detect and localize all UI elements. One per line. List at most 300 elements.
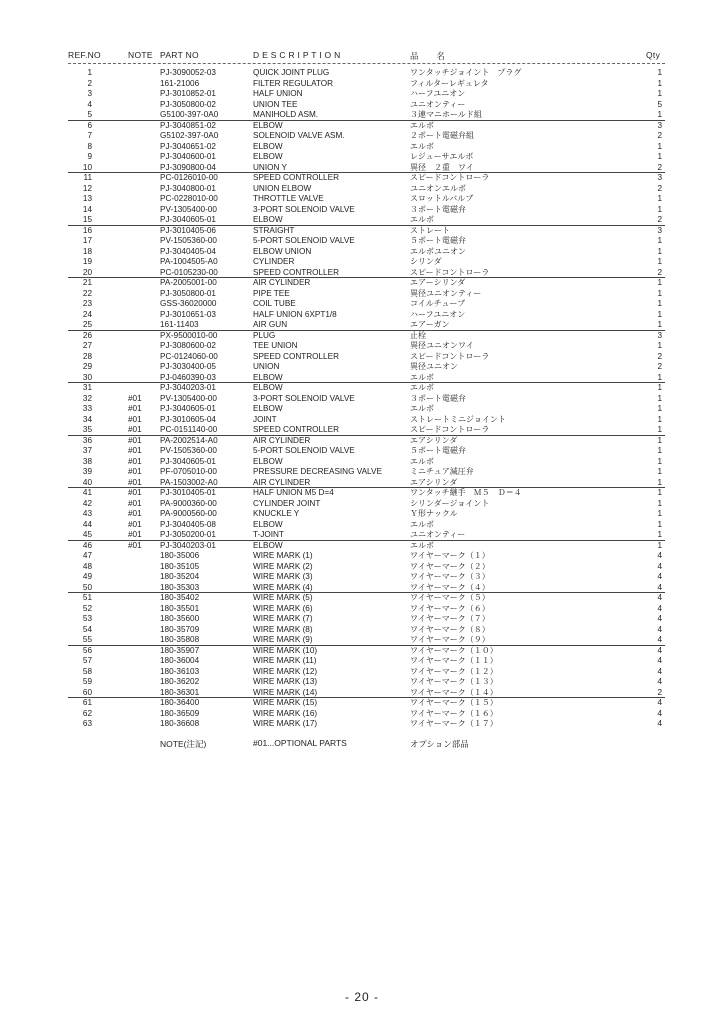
cell-ref: 62 <box>82 708 92 718</box>
cell-note: #01 <box>128 446 142 455</box>
cell-ref: 25 <box>82 320 92 329</box>
cell-ref: 41 <box>82 488 92 497</box>
cell-desc: FILTER REGULATOR <box>253 78 334 88</box>
cell-ref: 56 <box>82 645 92 655</box>
cell-part: PJ-3040203-01 <box>160 383 216 392</box>
cell-desc: WIRE MARK (5) <box>253 593 313 602</box>
cell-part: PJ-3040203-01 <box>160 540 216 550</box>
cell-jp: ワイヤーマーク（１） <box>410 551 490 560</box>
cell-ref: 17 <box>82 236 92 245</box>
cell-desc: HALF UNION M5 D=4 <box>253 488 334 497</box>
cell-part: G5102-397-0A0 <box>160 131 219 140</box>
cell-part: 180-35402 <box>160 593 200 602</box>
cell-jp: スピードコントローラ <box>410 425 490 434</box>
cell-jp: 異径ユニオンワイ <box>410 341 474 350</box>
cell-part: 180-36202 <box>160 677 200 686</box>
cell-jp: ワイヤーマーク（１７） <box>410 719 498 728</box>
cell-qty: 4 <box>657 582 662 592</box>
cell-ref: 9 <box>87 152 92 161</box>
cell-desc: WIRE MARK (3) <box>253 572 313 581</box>
cell-qty: 4 <box>657 572 662 581</box>
table-row <box>0 352 724 363</box>
cell-ref: 35 <box>82 425 92 434</box>
cell-desc: ELBOW <box>253 383 283 392</box>
cell-ref: 52 <box>82 603 92 613</box>
cell-qty: 2 <box>657 351 662 361</box>
cell-desc: 3-PORT SOLENOID VALVE <box>253 204 355 214</box>
cell-qty: 1 <box>657 498 662 508</box>
cell-jp: フィルターレギュレタ <box>410 78 489 88</box>
cell-part: PJ-3040600-01 <box>160 152 216 161</box>
cell-part: PJ-3040605-01 <box>160 215 216 224</box>
table-row <box>0 499 724 510</box>
table-row <box>0 68 724 79</box>
cell-ref: 12 <box>82 183 92 193</box>
cell-ref: 13 <box>82 194 92 203</box>
cell-ref: 34 <box>82 414 92 424</box>
cell-part: 180-36004 <box>160 656 200 665</box>
table-row <box>0 299 724 310</box>
cell-desc: ELBOW <box>253 456 283 466</box>
cell-qty: 1 <box>657 299 662 308</box>
cell-part: PA-2002514-A0 <box>160 435 218 445</box>
cell-part: PJ-3050800-02 <box>160 99 216 109</box>
cell-qty: 2 <box>657 687 662 697</box>
table-header <box>0 50 724 62</box>
table-row <box>0 646 724 657</box>
cell-qty: 3 <box>657 120 662 130</box>
table-row <box>0 100 724 111</box>
table-row <box>0 562 724 573</box>
cell-jp: Ｙ形ナックル <box>410 509 458 518</box>
cell-ref: 33 <box>82 404 92 413</box>
cell-qty: 4 <box>657 666 662 676</box>
cell-desc: SPEED CONTROLLER <box>253 173 339 182</box>
cell-desc: THROTTLE VALVE <box>253 194 324 203</box>
cell-ref: 43 <box>82 509 92 518</box>
cell-desc: HALF UNION 6XPT1/8 <box>253 309 337 319</box>
table-row <box>0 205 724 216</box>
cell-part: PJ-3080600-02 <box>160 341 216 350</box>
cell-jp: ワンタッチジョイント プラグ <box>410 68 522 77</box>
cell-part: PJ-3040605-01 <box>160 404 216 413</box>
cell-ref: 21 <box>82 278 92 287</box>
table-row <box>0 541 724 552</box>
cell-part: 180-35907 <box>160 645 200 655</box>
table-row <box>0 173 724 184</box>
table-row <box>0 394 724 405</box>
cell-jp: ワイヤーマーク（８） <box>410 624 490 634</box>
cell-qty: 1 <box>657 456 662 466</box>
table-row <box>0 677 724 688</box>
cell-jp: ユニオンティー <box>410 99 466 109</box>
cell-desc: UNION TEE <box>253 99 298 109</box>
cell-qty: 2 <box>657 131 662 140</box>
table-row <box>0 383 724 394</box>
cell-note: #01 <box>128 488 142 497</box>
cell-jp: ストレート <box>410 225 450 235</box>
cell-jp: ユニオンエルボ <box>410 183 466 193</box>
cell-jp: ストレートミニジョイント <box>410 414 506 424</box>
cell-jp: エルボ <box>410 372 434 382</box>
cell-qty: 1 <box>657 236 662 245</box>
cell-part: PC-0151140-00 <box>160 425 218 434</box>
cell-note: #01 <box>128 498 142 508</box>
cell-part: PC-0105230-00 <box>160 267 218 277</box>
cell-part: PX-9500010-00 <box>160 330 218 340</box>
cell-desc: WIRE MARK (17) <box>253 719 318 728</box>
table-row <box>0 289 724 300</box>
cell-jp: エルボ <box>410 404 434 413</box>
cell-ref: 3 <box>87 89 92 98</box>
cell-ref: 61 <box>82 698 92 707</box>
cell-desc: ELBOW <box>253 372 283 382</box>
cell-note: #01 <box>128 435 142 445</box>
cell-desc: WIRE MARK (12) <box>253 666 318 676</box>
cell-desc: SPEED CONTROLLER <box>253 351 339 361</box>
cell-part: PC-0126010-00 <box>160 173 218 182</box>
cell-jp: スピードコントローラ <box>410 267 490 277</box>
cell-qty: 4 <box>657 708 662 718</box>
cell-part: PA-1004505-A0 <box>160 257 218 266</box>
cell-qty: 1 <box>657 288 662 298</box>
cell-jp: ワイヤーマーク（６） <box>410 603 490 613</box>
cell-qty: 1 <box>657 257 662 266</box>
cell-ref: 48 <box>82 561 92 571</box>
cell-ref: 5 <box>87 110 92 119</box>
cell-ref: 40 <box>82 477 92 487</box>
cell-part: 180-35501 <box>160 603 200 613</box>
cell-ref: 49 <box>82 572 92 581</box>
cell-qty: 1 <box>657 141 662 151</box>
cell-ref: 14 <box>82 204 92 214</box>
cell-part: 180-36608 <box>160 719 200 728</box>
cell-part: PJ-3090052-03 <box>160 68 216 77</box>
footnote-text: #01...OPTIONAL PARTS <box>253 738 347 748</box>
cell-desc: WIRE MARK (7) <box>253 614 313 623</box>
cell-jp: ワイヤーマーク（１５） <box>410 698 498 707</box>
table-row <box>0 331 724 342</box>
cell-part: 180-35204 <box>160 572 200 581</box>
cell-ref: 4 <box>87 99 92 109</box>
cell-ref: 15 <box>82 215 92 224</box>
cell-desc: AIR GUN <box>253 320 288 329</box>
table-row <box>0 709 724 720</box>
cell-desc: ELBOW <box>253 152 283 161</box>
cell-jp: ５ポート電磁弁 <box>410 446 466 455</box>
cell-jp: エルボ <box>410 456 434 466</box>
cell-ref: 28 <box>82 351 92 361</box>
cell-ref: 8 <box>87 141 92 151</box>
cell-jp: ワイヤーマーク（５） <box>410 593 490 602</box>
cell-qty: 2 <box>657 215 662 224</box>
cell-ref: 22 <box>82 288 92 298</box>
cell-part: PJ-3010405-01 <box>160 488 216 497</box>
cell-ref: 2 <box>87 78 92 88</box>
cell-part: PA-2005001-00 <box>160 278 217 287</box>
table-row <box>0 467 724 478</box>
table-row <box>0 551 724 562</box>
cell-part: PJ-3040405-04 <box>160 246 216 256</box>
table-row <box>0 572 724 583</box>
cell-desc: UNION <box>253 362 280 371</box>
footnote-jp: オプション部品 <box>410 740 469 750</box>
cell-ref: 55 <box>82 635 92 644</box>
cell-ref: 39 <box>82 467 92 476</box>
cell-ref: 38 <box>82 456 92 466</box>
cell-part: 180-35600 <box>160 614 200 623</box>
cell-ref: 20 <box>82 267 92 277</box>
cell-part: PV-1505360-00 <box>160 236 217 245</box>
cell-desc: WIRE MARK (14) <box>253 687 318 697</box>
cell-qty: 1 <box>657 540 662 550</box>
cell-part: G5100-397-0A0 <box>160 110 219 119</box>
footnote-label: NOTE(注記) <box>160 739 207 749</box>
cell-jp: ワイヤーマーク（７） <box>410 614 490 623</box>
cell-part: 161-11403 <box>160 320 199 329</box>
cell-ref: 31 <box>82 383 92 392</box>
cell-ref: 46 <box>82 540 92 550</box>
cell-ref: 42 <box>82 498 92 508</box>
cell-ref: 26 <box>82 330 92 340</box>
cell-qty: 1 <box>657 404 662 413</box>
cell-desc: ELBOW <box>253 215 283 224</box>
cell-note: #01 <box>128 404 142 413</box>
cell-part: 180-35006 <box>160 551 200 560</box>
cell-qty: 1 <box>657 488 662 497</box>
cell-jp: スピードコントローラ <box>410 173 490 182</box>
cell-qty: 1 <box>657 194 662 203</box>
cell-ref: 30 <box>82 372 92 382</box>
cell-ref: 51 <box>82 593 92 602</box>
cell-part: PJ-3050200-01 <box>160 530 216 539</box>
cell-jp: エルボ <box>410 141 434 151</box>
table-row <box>0 79 724 90</box>
cell-jp: エアーガン <box>410 320 450 329</box>
table-row <box>0 404 724 415</box>
cell-desc: WIRE MARK (11) <box>253 656 317 665</box>
cell-part: PV-1305400-00 <box>160 204 217 214</box>
cell-jp: ワイヤーマーク（１４） <box>410 687 498 697</box>
cell-qty: 3 <box>657 330 662 340</box>
cell-note: #01 <box>128 477 142 487</box>
cell-desc: SPEED CONTROLLER <box>253 267 339 277</box>
cell-desc: WIRE MARK (13) <box>253 677 318 686</box>
cell-jp: スロットルバルブ <box>410 194 474 203</box>
cell-jp: ワイヤーマーク（９） <box>410 635 490 644</box>
cell-qty: 1 <box>657 425 662 434</box>
cell-ref: 37 <box>82 446 92 455</box>
header-desc: D E S C R I P T I O N <box>253 50 341 60</box>
cell-qty: 4 <box>657 645 662 655</box>
cell-desc: AIR CYLINDER <box>253 477 311 487</box>
header-jp: 品 名 <box>410 52 446 62</box>
cell-desc: WIRE MARK (8) <box>253 624 313 634</box>
table-row <box>0 719 724 730</box>
cell-part: PA-9000360-00 <box>160 498 217 508</box>
cell-jp: エルボ <box>410 215 434 224</box>
cell-jp: シリンダ <box>410 257 442 266</box>
cell-desc: STRAIGHT <box>253 225 295 235</box>
cell-qty: 2 <box>657 162 662 172</box>
cell-ref: 36 <box>82 435 92 445</box>
cell-ref: 44 <box>82 519 92 529</box>
header-qty: Qty <box>646 50 661 60</box>
cell-jp: ユニオンティー <box>410 530 466 539</box>
cell-part: GSS-36020000 <box>160 299 217 308</box>
cell-part: PJ-3040605-01 <box>160 456 216 466</box>
table-row <box>0 415 724 426</box>
cell-note: #01 <box>128 393 142 403</box>
cell-jp: エルボ <box>410 120 434 130</box>
table-row <box>0 131 724 142</box>
cell-desc: WIRE MARK (10) <box>253 645 318 655</box>
cell-jp: ミニチュア減圧弁 <box>410 467 474 476</box>
cell-jp: エアーシリンダ <box>410 278 466 287</box>
cell-jp: ワンタッチ継手 Ｍ５ Ｄ＝４ <box>410 488 522 497</box>
cell-qty: 4 <box>657 656 662 665</box>
header-note: NOTE <box>128 50 153 60</box>
cell-qty: 1 <box>657 519 662 529</box>
cell-jp: エアシリンダ <box>410 435 458 445</box>
cell-jp: エルボ <box>410 519 434 529</box>
cell-desc: WIRE MARK (1) <box>253 551 313 560</box>
table-row <box>0 488 724 499</box>
cell-part: PA-1503002-A0 <box>160 477 218 487</box>
cell-jp: コイルチューブ <box>410 299 466 308</box>
table-row <box>0 310 724 321</box>
cell-desc: ELBOW <box>253 540 283 550</box>
table-row <box>0 457 724 468</box>
cell-ref: 63 <box>82 719 92 728</box>
cell-ref: 11 <box>83 173 92 182</box>
cell-jp: ハーフユニオン <box>410 89 466 98</box>
table-row <box>0 89 724 100</box>
cell-part: PC-0228010-00 <box>160 194 218 203</box>
cell-qty: 1 <box>657 89 662 98</box>
cell-qty: 4 <box>657 551 662 560</box>
cell-jp: ワイヤーマーク（３） <box>410 572 490 581</box>
cell-qty: 4 <box>657 593 662 602</box>
cell-part: PA-9000560-00 <box>160 509 217 518</box>
cell-part: PV-1505360-00 <box>160 446 217 455</box>
cell-desc: PLUG <box>253 330 276 340</box>
cell-jp: 異径ユニオン <box>410 362 458 371</box>
cell-desc: SOLENOID VALVE ASM. <box>253 131 345 140</box>
table-row <box>0 604 724 615</box>
cell-ref: 29 <box>82 362 92 371</box>
cell-desc: WIRE MARK (15) <box>253 698 318 707</box>
cell-qty: 1 <box>657 467 662 476</box>
table-row <box>0 236 724 247</box>
cell-desc: SPEED CONTROLLER <box>253 425 339 434</box>
cell-qty: 1 <box>657 320 662 329</box>
cell-qty: 2 <box>657 183 662 193</box>
table-row <box>0 593 724 604</box>
cell-part: 180-35808 <box>160 635 200 644</box>
cell-qty: 1 <box>657 309 662 319</box>
cell-note: #01 <box>128 540 142 550</box>
cell-qty: 5 <box>657 99 662 109</box>
table-row <box>0 436 724 447</box>
cell-note: #01 <box>128 467 142 476</box>
cell-desc: HALF UNION <box>253 89 303 98</box>
page-number: - 20 - <box>344 990 379 1004</box>
cell-qty: 1 <box>657 78 662 88</box>
cell-desc: CYLINDER <box>253 257 295 266</box>
cell-qty: 1 <box>657 435 662 445</box>
cell-jp: ワイヤーマーク（２） <box>410 561 490 571</box>
cell-ref: 16 <box>82 225 92 235</box>
cell-desc: WIRE MARK (9) <box>253 635 313 644</box>
cell-part: 180-36400 <box>160 698 200 707</box>
cell-qty: 1 <box>657 278 662 287</box>
cell-ref: 57 <box>82 656 92 665</box>
cell-note: #01 <box>128 509 142 518</box>
cell-desc: ELBOW <box>253 404 283 413</box>
cell-part: PC-0124060-00 <box>160 351 218 361</box>
table-row <box>0 142 724 153</box>
cell-qty: 3 <box>657 173 662 182</box>
cell-desc: AIR CYLINDER <box>253 278 311 287</box>
cell-qty: 1 <box>657 341 662 350</box>
cell-part: PJ-3010605-04 <box>160 414 216 424</box>
cell-note: #01 <box>128 519 142 529</box>
cell-ref: 27 <box>82 341 92 350</box>
cell-qty: 1 <box>657 110 662 119</box>
cell-desc: WIRE MARK (16) <box>253 708 318 718</box>
cell-jp: ワイヤーマーク（１６） <box>410 708 498 718</box>
table-row <box>0 226 724 237</box>
header-divider <box>68 63 665 64</box>
cell-desc: PRESSURE DECREASING VALVE <box>253 467 382 476</box>
cell-part: 180-36103 <box>160 666 200 676</box>
cell-qty: 4 <box>657 719 662 728</box>
cell-jp: 異径 ２重 ワイ <box>410 162 474 172</box>
cell-desc: WIRE MARK (4) <box>253 582 313 592</box>
cell-desc: JOINT <box>253 414 277 424</box>
cell-jp: 止栓 <box>410 330 426 340</box>
cell-part: PJ-3040800-01 <box>160 183 216 193</box>
table-row <box>0 257 724 268</box>
cell-jp: ５ポート電磁弁 <box>410 236 466 245</box>
cell-jp: レジューサエルボ <box>410 152 474 161</box>
cell-qty: 2 <box>657 362 662 371</box>
table-row <box>0 278 724 289</box>
cell-desc: 3-PORT SOLENOID VALVE <box>253 393 355 403</box>
cell-ref: 6 <box>87 120 92 130</box>
cell-qty: 1 <box>657 414 662 424</box>
cell-desc: AIR CYLINDER <box>253 435 311 445</box>
cell-desc: UNION Y <box>253 162 287 172</box>
cell-jp: ワイヤーマーク（１２） <box>410 666 498 676</box>
cell-ref: 54 <box>82 624 92 634</box>
cell-qty: 1 <box>657 477 662 487</box>
cell-part: 180-36509 <box>160 708 200 718</box>
cell-jp: ワイヤーマーク（１３） <box>410 677 498 686</box>
table-row <box>0 625 724 636</box>
cell-part: PJ-0460390-03 <box>160 372 216 382</box>
cell-ref: 23 <box>82 299 92 308</box>
table-row <box>0 509 724 520</box>
cell-part: 180-35709 <box>160 624 200 634</box>
cell-desc: QUICK JOINT PLUG <box>253 68 330 77</box>
parts-table <box>0 68 724 730</box>
cell-ref: 53 <box>82 614 92 623</box>
cell-qty: 4 <box>657 698 662 707</box>
table-row <box>0 121 724 132</box>
cell-jp: ３ポート電磁弁 <box>410 393 466 403</box>
